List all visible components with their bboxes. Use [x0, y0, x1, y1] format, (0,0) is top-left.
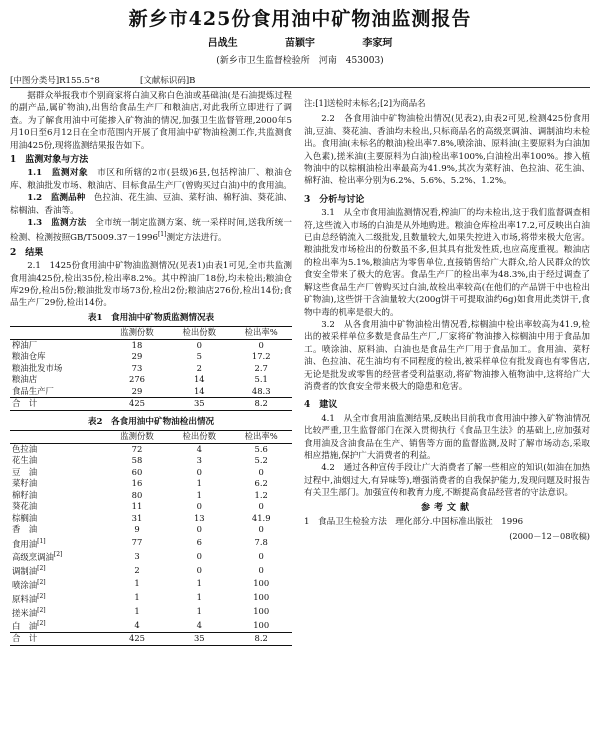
- table-cell: 60: [131, 466, 143, 477]
- oil-name: 喷涂油: [12, 579, 38, 590]
- table-row: [10, 563, 292, 577]
- section-1-3-label: 1.3 监测方法: [27, 218, 87, 229]
- reference-item: 1 食品卫生检验方法 理化部分.中国标准出版社 1996: [304, 517, 524, 527]
- table-cell: [10, 536, 106, 550]
- table-header: 检出率%: [230, 431, 292, 444]
- table-header: [10, 431, 106, 444]
- section-1-heading: 1 监测对象与方法: [10, 155, 89, 166]
- article-title: 新乡市425份食用油中矿物油监测报告: [128, 8, 472, 30]
- table-cell: 0: [258, 466, 264, 477]
- table-cell: 4: [196, 443, 202, 454]
- table-cell: 77: [131, 536, 143, 547]
- table-cell: 5: [196, 351, 202, 362]
- table-cell: 425: [106, 633, 168, 646]
- author-name: 苗颖宇: [285, 38, 315, 49]
- table-cell: 榨油厂: [12, 339, 38, 350]
- table-cell: 1: [196, 489, 202, 500]
- table-cell: 5.6: [254, 443, 268, 454]
- table-row: [10, 467, 292, 479]
- oil-name: 豆 油: [12, 466, 38, 477]
- table-header: 监测份数: [106, 431, 168, 444]
- table-cell: 3: [134, 550, 140, 561]
- table-row: [10, 443, 292, 455]
- footnote-mark: [1]: [37, 537, 46, 545]
- section-1-1-text: 市区和所辖的2市(县级)6县,包括榨油厂、粮油仓库、粮油批发市场、粮油店、目标食品生产厂(曾购买过白油)中的食用油。: [10, 168, 293, 191]
- table-row: [10, 478, 292, 490]
- table-cell: 29: [131, 385, 143, 396]
- table-cell: 1: [134, 605, 140, 616]
- table-cell: [10, 443, 106, 455]
- table-cell: 0: [258, 524, 264, 535]
- right-column: [304, 97, 590, 543]
- classification-number: [中图分类号]R155.5⁺8: [10, 76, 100, 86]
- table-cell: 粮油店: [12, 374, 38, 385]
- author-line: [0, 34, 600, 49]
- table-row: [10, 386, 292, 398]
- oil-name: 色拉油: [12, 443, 38, 454]
- table-cell: 0: [196, 550, 202, 561]
- table-row: [10, 549, 292, 563]
- oil-name: 棕榈油: [12, 512, 38, 523]
- table-cell: [10, 455, 106, 467]
- table-cell: 100: [253, 605, 270, 616]
- table-cell: 1: [196, 592, 202, 603]
- table-cell: 29: [131, 351, 143, 362]
- table-cell: [10, 563, 106, 577]
- section-3-1: 3.1 从全市食用油监测情况看,榨油厂的均未检出,这于我们监督调查相符,这些流入市场的白油是从外地购进。粮油仓库检出率17.2,可反映出白油已由总经销流入二级批发,且数量较大,如果失控进入市场,将带来极大危害。粮油批发市场检出的份数虽不多,但其具有批发性质,也应高度重视。粮油店的检出率为5.1%,粮油店为零售单位,直接销售给广大群众,给人民群众的饮食安全带来了极大的危害。食品生产厂的检出率为48.3%,由于经过调查了解这些食品生产厂曾购买过白油,故检出率较高(在他们的产品饼干中也检出矿物油),这些饼干含油量较大(200g饼干可提取油约6g)如食用此类饼干,食物中毒的机率是很大的。: [304, 208, 590, 318]
- table-cell: 4: [134, 619, 140, 630]
- table-row: [10, 339, 292, 351]
- table-cell: 72: [131, 443, 143, 454]
- table-row: [10, 490, 292, 502]
- oil-name: 菜籽油: [12, 478, 38, 489]
- table-row: [10, 577, 292, 591]
- oil-name: 原料油: [12, 593, 38, 604]
- section-1-3-tail: 测定方法进行。: [166, 233, 227, 244]
- table-cell: 6.2: [254, 478, 268, 489]
- table-cell: 0: [196, 524, 202, 535]
- oil-name: 花生油: [12, 455, 38, 466]
- table-2-caption: 表2 各食用油中矿物油检出情况: [87, 416, 215, 427]
- table-row: [10, 513, 292, 525]
- table-cell: [10, 549, 106, 563]
- table-cell: 9: [134, 524, 140, 535]
- table-cell: 0: [258, 564, 264, 575]
- section-4-2: 4.2 通过各种宣传手段让广大消费者了解一些相应的知识(如油在加热过程中,油烟过大,有异味等),增强消费者的自我保护能力,发现问题及时报告有关卫生部门。加强宣传和教育力度,不断提高食品经营者的守法意识。: [304, 463, 590, 499]
- table-total-row: [10, 398, 292, 411]
- table-row: [10, 374, 292, 386]
- section-1-1: [10, 167, 292, 192]
- table-cell: [10, 513, 106, 525]
- oil-name: 高级烹调油: [12, 552, 54, 563]
- oil-name: 食用油: [12, 538, 38, 549]
- table-cell: [10, 605, 106, 619]
- table-cell: 41.9: [251, 512, 271, 523]
- author-name: 李家珂: [362, 38, 393, 49]
- document-code: [文献标识码]B: [140, 76, 196, 86]
- table-cell: 1: [134, 578, 140, 589]
- table-cell: 13: [193, 512, 205, 523]
- table-cell: 0: [196, 339, 202, 350]
- oil-name: 搓米油: [12, 607, 38, 618]
- table-cell: 1: [134, 592, 140, 603]
- table-cell: 1.2: [254, 489, 268, 500]
- references-heading: 参考文献: [420, 502, 473, 513]
- section-3-heading: 3 分析与讨论: [304, 194, 365, 205]
- section-1-2-text: 色拉油、花生油、豆油、菜籽油、棉籽油、葵花油、棕榈油、香油等。: [10, 193, 292, 216]
- table-cell: 食品生产厂: [12, 385, 54, 396]
- table-cell: 0: [196, 564, 202, 575]
- table-cell: [10, 501, 106, 513]
- table-cell: 1: [196, 605, 202, 616]
- oil-name: 香 油: [12, 524, 38, 535]
- table-cell: 100: [253, 619, 270, 630]
- footnote-mark: [2]: [37, 606, 46, 614]
- table-cell: [10, 478, 106, 490]
- author-name: 吕战生: [207, 38, 238, 49]
- table-cell: 6: [196, 536, 202, 547]
- section-4-heading: 4 建议: [304, 400, 338, 411]
- table-1: [10, 326, 292, 411]
- oil-name: 棉籽油: [12, 489, 38, 500]
- table-cell: 0: [196, 501, 202, 512]
- table-cell: 0: [258, 339, 264, 350]
- oil-name: 葵花油: [12, 501, 38, 512]
- table-header: 检出率%: [230, 327, 292, 340]
- table-row: [10, 455, 292, 467]
- footnote-mark: [2]: [37, 565, 46, 573]
- table-cell: 58: [131, 455, 143, 466]
- table-header: [10, 327, 106, 340]
- table-cell: [10, 490, 106, 502]
- section-1-2-label: 1.2 监测品种: [27, 193, 86, 204]
- section-4-1: 4.1 从全市食用油监测结果,反映出目前我市食用油中掺入矿物油情况比较严重,卫生监督部门在深入贯彻执行《食品卫生法》的基础上,应加强对食用油及含油食品在生产、销售等方面的监督监测,及时了解市场动态,采取相应措施,保护广大消费者的利益。: [304, 413, 590, 461]
- table-cell: 8.2: [230, 633, 292, 646]
- table-cell: [10, 524, 106, 536]
- table-cell: 14: [193, 385, 205, 396]
- table-header: 监测份数: [106, 327, 168, 340]
- left-column: [10, 90, 292, 646]
- table-cell: 100: [253, 578, 270, 589]
- table-cell: 2: [134, 564, 140, 575]
- table-cell: [10, 618, 106, 632]
- table-cell: 合 计: [10, 398, 106, 411]
- table-cell: 3: [196, 455, 202, 466]
- table-cell: 2.7: [254, 362, 268, 373]
- table-row: [10, 591, 292, 605]
- table-cell: 276: [129, 374, 145, 385]
- table-cell: 8.2: [230, 398, 292, 411]
- section-1-2: [10, 192, 292, 217]
- table-cell: 合 计: [10, 633, 106, 646]
- footnote-mark: [2]: [37, 578, 46, 586]
- table-cell: 1: [196, 478, 202, 489]
- table-cell: [10, 591, 106, 605]
- table-1-caption: 表1 食用油中矿物质监测情况表: [87, 312, 215, 323]
- table-cell: [10, 577, 106, 591]
- footnote-mark: [2]: [37, 592, 46, 600]
- table-cell: 31: [131, 512, 143, 523]
- table-2-body: [10, 443, 292, 645]
- table-cell: 14: [193, 374, 205, 385]
- section-1-1-label: 1.1 监测对象: [27, 168, 89, 179]
- table-cell: 73: [131, 362, 143, 373]
- table-cell: 16: [131, 478, 143, 489]
- table-cell: 100: [253, 592, 270, 603]
- table-cell: 2: [196, 362, 202, 373]
- table-row: [10, 351, 292, 363]
- table-cell: 48.3: [251, 385, 271, 396]
- table-cell: 17.2: [251, 351, 271, 362]
- section-2-1: 2.1 1425份食用油中矿物油监测情况(见表1)由表1可见,全市共监测食用油425份,检出35份,检出率8.2%。其中榨油厂18份,均未检出;粮油仓库29份,检出5份;粮油批发市场73份,检出2份;粮油店276份,检出14份;食品生产厂29份,检出14份。: [10, 261, 292, 309]
- table-cell: 粮油仓库: [12, 351, 46, 362]
- table-header: 检出份数: [168, 431, 230, 444]
- table-cell: 5.1: [254, 374, 268, 385]
- table-cell: [10, 467, 106, 479]
- section-2-heading: 2 结果: [10, 247, 44, 258]
- table-row: [10, 618, 292, 632]
- section-2-2: 2.2 各食用油中矿物油检出情况(见表2),由表2可见,检测425份食用油,豆油、葵花油、香油均未检出,只标商品名的高级烹调油、调制油均未检出。食用油(未标名的粮油)检出率7.8%,喷涂油、原料油(主要原料为白油加入色素),搓米油(主要原料为白油)检出率100%,白油检出率100%。掺入植物油中的以棕榈油检出率最高为41.9%,其次为菜籽油、色拉油、花生油、棉籽油、检出率分别为6.2%、5.6%、5.2%、1.2%。: [304, 114, 590, 187]
- table-row: [10, 501, 292, 513]
- oil-name: 调制油: [12, 565, 38, 576]
- intro-paragraph: 据群众举报我市个别商家将白油又称白色油或基础油(是石油提炼过程的副产品,属矿物油),出售给食品生产厂和粮油店,对此我所立即进行了调查。为了解食用油中可能掺入矿物油的情况,加强卫生监督管理,2000年5月10日至6月12日在全市范围内开展了食用油中矿物油检测工作,共监测食用油425份,现将监测结果报告如下。: [10, 91, 292, 151]
- table-row: [10, 363, 292, 375]
- table-cell: 425: [106, 398, 168, 411]
- table-cell: 4: [196, 619, 202, 630]
- table-cell: 35: [168, 633, 230, 646]
- table-total-row: [10, 633, 292, 646]
- table-cell: 0: [258, 501, 264, 512]
- table-cell: 1: [196, 578, 202, 589]
- header-divider: [10, 87, 590, 88]
- citation-mark: [1]: [157, 231, 167, 239]
- affiliation: (新乡市卫生监督检验所 河南 453003): [216, 56, 384, 66]
- table-cell: 7.8: [254, 536, 268, 547]
- table-row: [10, 524, 292, 536]
- footnote-mark: [2]: [37, 620, 46, 628]
- table-cell: 80: [131, 489, 143, 500]
- table-cell: 5.2: [254, 455, 268, 466]
- table-cell: 11: [131, 501, 143, 512]
- table-cell: 35: [168, 398, 230, 411]
- table-2: [10, 430, 292, 646]
- table-cell: 0: [258, 550, 264, 561]
- table-cell: 18: [131, 339, 143, 350]
- section-1-3: [10, 217, 292, 245]
- section-3-2: 3.2 从各食用油中矿物油检出情况看,棕榈油中检出率较高为41.9,检出的被采样单位多数是食品生产厂,厂家将矿物油掺入棕榈油中用于食品加工。喷涂油、原料油、白油也是食品生产厂用于食品加工。食用油、菜籽油、色拉油、花生油均有不同程度的检出,被采样单位有批发商也有零售店,无论是批发或零售的经营者受利益驱动,将矿物油掺入植物油中,这将给广大消费者的饮食安全带来极大的隐患和危害。: [304, 319, 590, 392]
- oil-name: 白 油: [12, 621, 38, 632]
- footnote-mark: [2]: [53, 551, 63, 559]
- table-note: 注:[1]送检时未标名;[2]为商品名: [304, 98, 426, 108]
- table-1-body: [10, 339, 292, 410]
- table-header: 检出份数: [168, 327, 230, 340]
- section-1-3-text: 全市统一制定监测方案、统一采样时间,送我所统一检测、检测按照GB/T5009.37－1996: [10, 218, 292, 244]
- table-row: [10, 605, 292, 619]
- received-date: (2000－12－08收稿): [509, 531, 590, 542]
- table-row: [10, 536, 292, 550]
- table-cell: 粮油批发市场: [12, 362, 63, 373]
- table-cell: 0: [196, 466, 202, 477]
